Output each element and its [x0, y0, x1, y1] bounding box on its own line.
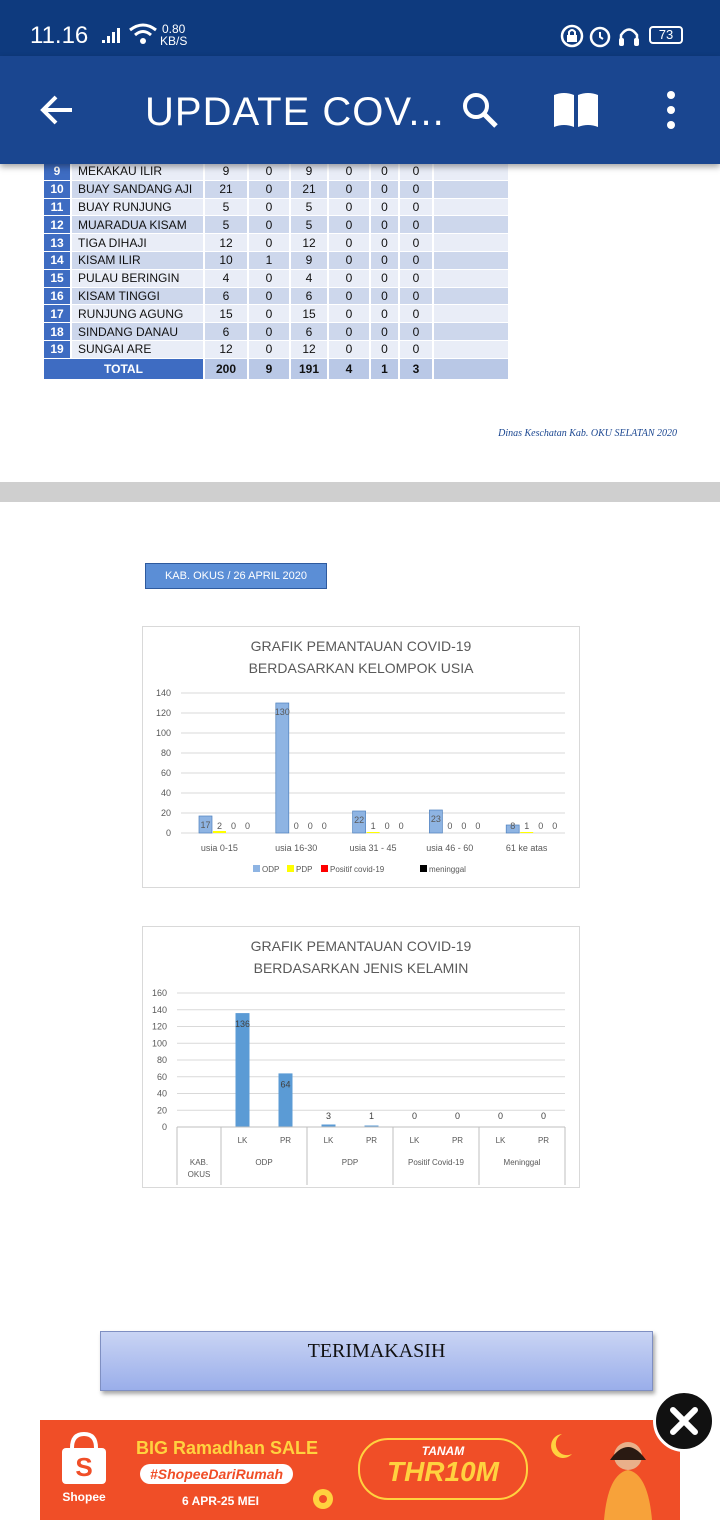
x-tick-label: usia 0-15 — [200, 843, 238, 853]
x-tick-label: PR — [451, 1136, 464, 1145]
table-row — [44, 216, 509, 234]
cell-value: 0 — [248, 305, 290, 323]
book-icon[interactable] — [552, 91, 600, 129]
legend-label: ODP — [262, 865, 280, 874]
cell-value: 12 — [204, 234, 248, 252]
cell-value: 0 — [399, 216, 433, 234]
table-row — [44, 340, 509, 358]
shopping-bag-icon — [54, 1430, 114, 1486]
battery-level: 73 — [658, 27, 674, 42]
status-bar — [0, 0, 720, 56]
table-row — [44, 269, 509, 287]
cell-no: 19 — [44, 340, 71, 358]
group-label: PDP — [341, 1158, 359, 1167]
data-label: 3 — [325, 1111, 332, 1121]
chart1-subtitle: BERDASARKAN KELOMPOK USIA — [248, 660, 474, 676]
cell-value: 0 — [328, 269, 370, 287]
cell-value: 0 — [399, 287, 433, 305]
cell-value: 0 — [248, 323, 290, 341]
y-tick-label: 0 — [165, 828, 171, 838]
data-label: 17 — [200, 820, 211, 830]
cell-value: 0 — [399, 305, 433, 323]
cell-value: 15 — [204, 305, 248, 323]
corner-label: KAB. — [189, 1158, 209, 1167]
status-time: 11.16 — [30, 22, 89, 49]
table-row — [44, 163, 509, 181]
battery-icon — [649, 26, 683, 44]
data-label: 1 — [524, 821, 530, 831]
total-label: TOTAL — [44, 358, 204, 379]
cell-value: 0 — [328, 251, 370, 269]
cell-value: 9 — [290, 163, 328, 181]
cell-name: SUNGAI ARE — [71, 340, 204, 358]
cell-value: 0 — [328, 216, 370, 234]
cell-value: 0 — [370, 251, 399, 269]
x-tick-label: 61 ke atas — [505, 843, 548, 853]
network-speed — [160, 23, 187, 47]
cell-value: 0 — [248, 287, 290, 305]
cell-name: KISAM TINGGI — [71, 287, 204, 305]
x-tick-label: PR — [279, 1136, 292, 1145]
legend-swatch — [321, 865, 328, 872]
closing-banner: TERIMAKASIH — [100, 1331, 653, 1391]
cell-value: 0 — [370, 234, 399, 252]
cell-name: MUARADUA KISAM — [71, 216, 204, 234]
legend-label: PDP — [296, 865, 313, 874]
bar — [520, 832, 533, 833]
cell-value: 0 — [370, 198, 399, 216]
cell-value: 0 — [248, 216, 290, 234]
page-title: UPDATE COV... — [145, 90, 445, 134]
ornament-icon — [310, 1486, 336, 1512]
y-tick-label: 100 — [151, 1038, 167, 1049]
cell-value: 12 — [204, 340, 248, 358]
y-tick-label: 40 — [160, 788, 171, 798]
bar — [276, 703, 289, 833]
cell-value: 0 — [399, 251, 433, 269]
cell-value: 0 — [248, 269, 290, 287]
y-tick-label: 0 — [161, 1122, 167, 1132]
cell-value: 0 — [370, 216, 399, 234]
total-value: 200 — [204, 358, 248, 379]
y-tick-label: 60 — [156, 1071, 167, 1082]
cell-value: 10 — [204, 251, 248, 269]
lock-rotation-icon — [560, 24, 584, 48]
cell-value: 0 — [328, 198, 370, 216]
corner-label: OKUS — [187, 1170, 211, 1179]
total-value: 9 — [248, 358, 290, 379]
cell-value: 4 — [204, 269, 248, 287]
data-label: 0 — [230, 821, 237, 831]
cell-value: 6 — [204, 323, 248, 341]
data-label: 2 — [216, 821, 223, 831]
x-tick-label: PR — [537, 1136, 550, 1145]
data-label: 64 — [280, 1079, 291, 1090]
cell-value: 0 — [399, 269, 433, 287]
cell-value: 0 — [370, 163, 399, 181]
cell-no: 11 — [44, 198, 71, 216]
cell-value: 0 — [248, 198, 290, 216]
cell-value: 4 — [290, 269, 328, 287]
cell-value: 0 — [399, 180, 433, 198]
ad-promo-top: TANAM — [421, 1444, 465, 1458]
cell-value: 0 — [328, 180, 370, 198]
cell-name: MEKAKAU ILIR — [71, 163, 204, 181]
y-tick-label: 120 — [151, 1021, 167, 1032]
y-tick-label: 160 — [151, 988, 167, 998]
data-label: 22 — [354, 815, 365, 825]
cell-name: SINDANG DANAU — [71, 323, 204, 341]
cell-value: 0 — [248, 234, 290, 252]
cell-value: 0 — [370, 269, 399, 287]
cell-value: 6 — [290, 287, 328, 305]
cell-value: 0 — [370, 305, 399, 323]
data-label: 0 — [384, 821, 390, 831]
ad-brand: Shopee — [62, 1490, 106, 1504]
chart1-title: GRAFIK PEMANTAUAN COVID-19 — [250, 638, 472, 654]
y-tick-label: 20 — [160, 808, 171, 818]
svg-text:S: S — [75, 1452, 93, 1482]
cell-value: 0 — [248, 340, 290, 358]
back-arrow-icon[interactable] — [38, 92, 76, 128]
group-label: Positif Covid-19 — [407, 1158, 465, 1167]
close-icon — [656, 1393, 712, 1449]
cell-value: 0 — [328, 163, 370, 181]
crescent-moon-icon — [540, 1430, 580, 1460]
cell-value: 0 — [328, 234, 370, 252]
app-bar — [0, 56, 720, 164]
table-total-row — [44, 358, 509, 379]
legend-swatch — [420, 865, 427, 872]
group-label: Meninggal — [503, 1158, 541, 1167]
net-speed-unit: KB/S — [160, 34, 188, 48]
more-options-icon[interactable] — [664, 90, 678, 130]
search-icon[interactable] — [460, 90, 500, 130]
x-tick-label: usia 16-30 — [275, 843, 318, 853]
cell-no: 9 — [44, 163, 71, 181]
cell-no: 13 — [44, 234, 71, 252]
ad-banner[interactable] — [40, 1420, 680, 1520]
age-group-chart — [142, 626, 580, 888]
data-label: 0 — [307, 821, 313, 831]
cell-no: 15 — [44, 269, 71, 287]
ad-dates: 6 APR-25 MEI — [182, 1494, 259, 1508]
wifi-icon — [128, 22, 158, 46]
cell-no: 14 — [44, 251, 71, 269]
ad-headline: BIG Ramadhan SALE — [136, 1438, 319, 1458]
cell-value: 0 — [328, 340, 370, 358]
data-label: 0 — [321, 821, 327, 831]
x-tick-label: LK — [237, 1136, 248, 1145]
x-tick-label: usia 46 - 60 — [426, 843, 474, 853]
table-row — [44, 198, 509, 216]
cell-name: BUAY RUNJUNG — [71, 198, 204, 216]
y-tick-label: 40 — [156, 1088, 167, 1099]
total-value: 1 — [370, 358, 399, 379]
gender-chart — [142, 926, 580, 1188]
chart2-plot — [143, 927, 579, 1187]
data-label: 0 — [244, 821, 251, 831]
cell-value: 21 — [204, 180, 248, 198]
data-label: 0 — [538, 821, 544, 831]
cell-value: 5 — [290, 216, 328, 234]
x-tick-label: LK — [495, 1136, 506, 1145]
data-label: 0 — [461, 821, 467, 831]
table-row — [44, 287, 509, 305]
cell-value: 9 — [290, 251, 328, 269]
data-label: 8 — [510, 821, 516, 831]
shopee-logo — [54, 1430, 114, 1510]
cell-value: 1 — [248, 251, 290, 269]
cell-value: 12 — [290, 340, 328, 358]
legend-swatch — [287, 865, 294, 872]
source-note: Dinas Keschatan Kab. OKU SELATAN 2020 — [498, 428, 677, 439]
table-row — [44, 323, 509, 341]
total-value: 4 — [328, 358, 370, 379]
cell-value: 0 — [370, 180, 399, 198]
data-label: 0 — [475, 821, 481, 831]
cell-name: KISAM ILIR — [71, 251, 204, 269]
alarm-icon — [588, 24, 612, 48]
ad-close-button[interactable] — [653, 1390, 715, 1452]
chart2-subtitle: BERDASARKAN JENIS KELAMIN — [253, 960, 469, 976]
cell-value: 0 — [248, 163, 290, 181]
covid-data-table — [44, 154, 510, 380]
cell-value: 0 — [328, 305, 370, 323]
x-tick-label: LK — [323, 1136, 334, 1145]
cell-value: 9 — [204, 163, 248, 181]
cell-no: 18 — [44, 323, 71, 341]
cell-no: 12 — [44, 216, 71, 234]
ad-hashtag: #ShopeeDariRumah — [140, 1464, 293, 1484]
y-tick-label: 20 — [156, 1105, 167, 1116]
cell-value: 0 — [370, 287, 399, 305]
data-label: 1 — [368, 1111, 375, 1121]
signal-icon — [102, 26, 124, 44]
y-tick-label: 80 — [156, 1055, 167, 1065]
data-label: 136 — [234, 1019, 251, 1030]
data-label: 1 — [370, 821, 376, 831]
total-value: 191 — [290, 358, 328, 379]
cell-name: PULAU BERINGIN — [71, 269, 204, 287]
cell-value: 21 — [290, 180, 328, 198]
cell-value: 5 — [204, 198, 248, 216]
cell-value: 0 — [399, 340, 433, 358]
date-label: KAB. OKUS / 26 APRIL 2020 — [145, 563, 327, 589]
cell-no: 10 — [44, 180, 71, 198]
chart1-plot — [143, 627, 579, 887]
bar — [367, 832, 380, 833]
headphones-icon — [618, 24, 640, 48]
data-label: 0 — [447, 821, 453, 831]
legend-label: Positif covid-19 — [330, 865, 385, 874]
data-label: 0 — [497, 1111, 504, 1121]
page-divider — [0, 482, 720, 502]
cell-value: 0 — [370, 340, 399, 358]
data-label: 0 — [411, 1111, 418, 1121]
y-tick-label: 140 — [155, 688, 171, 698]
table-row — [44, 234, 509, 252]
cell-value: 12 — [290, 234, 328, 252]
cell-value: 0 — [399, 234, 433, 252]
x-tick-label: LK — [409, 1136, 420, 1145]
chart2-title: GRAFIK PEMANTAUAN COVID-19 — [250, 938, 472, 954]
data-label: 0 — [454, 1111, 461, 1121]
cell-name: RUNJUNG AGUNG — [71, 305, 204, 323]
cell-value: 0 — [399, 323, 433, 341]
data-label: 0 — [293, 821, 299, 831]
x-tick-label: PR — [365, 1136, 378, 1145]
cell-name: TIGA DIHAJI — [71, 234, 204, 252]
cell-value: 0 — [328, 287, 370, 305]
bar — [213, 831, 226, 833]
y-tick-label: 140 — [151, 1004, 167, 1015]
table-row — [44, 180, 509, 198]
legend-label: meninggal — [429, 865, 466, 874]
table-row — [44, 305, 509, 323]
cell-value: 0 — [370, 323, 399, 341]
cell-name: BUAY SANDANG AJI — [71, 180, 204, 198]
cell-value: 0 — [328, 323, 370, 341]
x-tick-label: usia 31 - 45 — [349, 843, 397, 853]
cell-no: 17 — [44, 305, 71, 323]
y-tick-label: 60 — [160, 768, 171, 778]
cell-value: 0 — [248, 180, 290, 198]
group-label: ODP — [255, 1158, 273, 1167]
bar — [236, 1013, 250, 1127]
data-label: 0 — [540, 1111, 547, 1121]
cell-value: 6 — [290, 323, 328, 341]
legend-swatch — [253, 865, 260, 872]
cell-value: 5 — [290, 198, 328, 216]
ad-promo-main: THR10M — [386, 1456, 499, 1487]
cell-value: 5 — [204, 216, 248, 234]
data-label: 0 — [398, 821, 404, 831]
cell-value: 15 — [290, 305, 328, 323]
y-tick-label: 80 — [160, 748, 171, 758]
cell-value: 0 — [399, 198, 433, 216]
cell-value: 0 — [399, 163, 433, 181]
data-label: 23 — [430, 814, 441, 824]
data-label: 0 — [552, 821, 558, 831]
y-tick-label: 100 — [155, 728, 171, 738]
total-value: 3 — [399, 358, 433, 379]
cell-no: 16 — [44, 287, 71, 305]
table-row — [44, 251, 509, 269]
y-tick-label: 120 — [155, 708, 171, 718]
data-label: 130 — [274, 707, 290, 717]
cell-value: 6 — [204, 287, 248, 305]
net-speed-value: 0.80 — [162, 22, 186, 36]
ad-promo-frame — [358, 1438, 528, 1500]
